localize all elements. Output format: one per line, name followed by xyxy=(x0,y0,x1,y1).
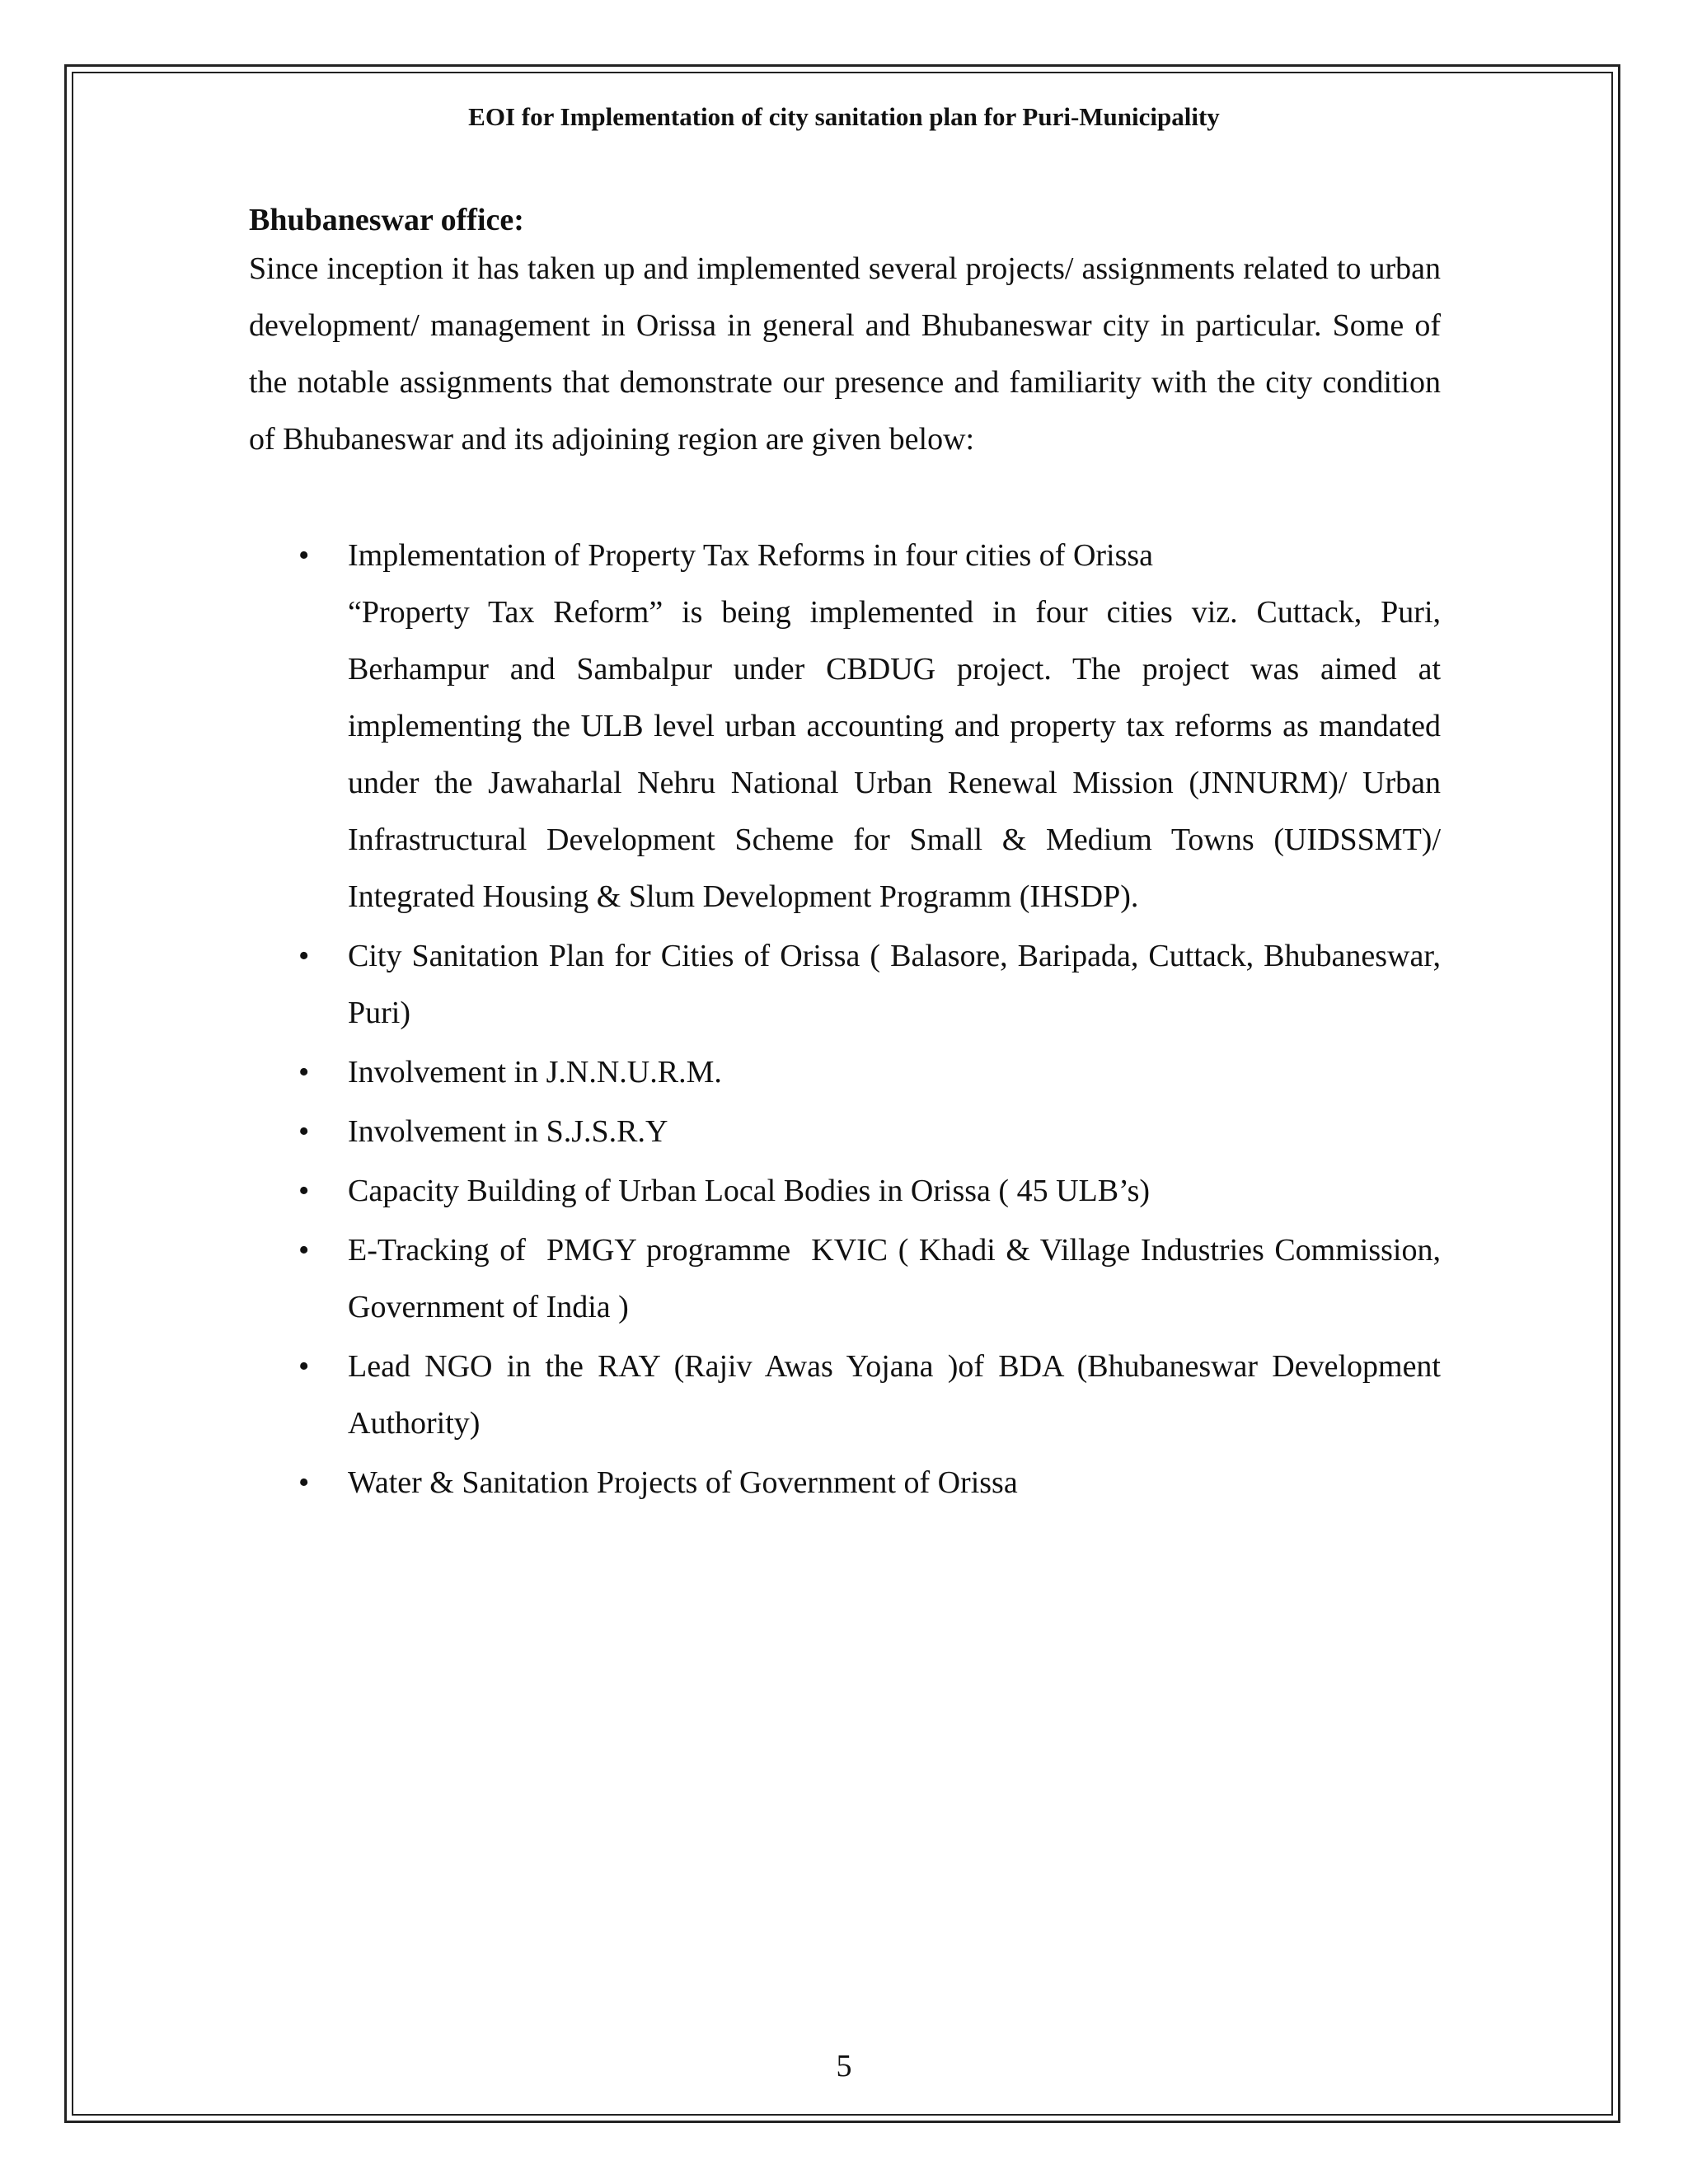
list-item xyxy=(249,1163,1441,1220)
list-item-title: City Sanitation Plan for Cities of Orissa ( Balasore, Baripada, Cuttack, Bhubaneswar, Puri) xyxy=(348,939,1441,1030)
list-item-title: Lead NGO in the RAY (Rajiv Awas Yojana )of BDA (Bhubaneswar Development Authority) xyxy=(348,1349,1441,1441)
list-item-title: Capacity Building of Urban Local Bodies in Orissa ( 45 ULB’s) xyxy=(348,1174,1151,1208)
list-item-title: • Implementation of Property Tax Reforms in four cities of Orissa xyxy=(348,538,1154,573)
list-item xyxy=(249,1044,1441,1101)
list-item xyxy=(249,1455,1441,1511)
list-item xyxy=(249,928,1441,1042)
list-item xyxy=(249,1338,1441,1452)
document-header: EOI for Implementation of city sanitation plan for Puri-Municipality xyxy=(468,102,1220,131)
list-item-title: E-Tracking of PMGY programme KVIC ( Khadi & Village Industries Commission, Government of India ) xyxy=(348,1233,1449,1324)
list-item-title: Involvement in J.N.N.U.R.M. xyxy=(348,1055,722,1090)
page-number: 5 xyxy=(836,2049,852,2083)
list-item xyxy=(249,1104,1441,1160)
assignment-list xyxy=(249,527,1449,1511)
list-item-title: Involvement in S.J.S.R.Y xyxy=(348,1114,668,1149)
list-item xyxy=(249,1222,1449,1336)
main-content xyxy=(249,199,1449,1514)
intro-paragraph: Since inception it has taken up and implemented several projects/ assignments related to urban development/ management in Orissa in general and Bhubaneswar city in particular. Some of the notable assignments that demonstrate our presence and familiarity with the city condition of Bhubaneswar and its adjoining region are given below: xyxy=(249,251,1441,457)
list-item-title: Water & Sanitation Projects of Government of Orissa xyxy=(348,1465,1018,1500)
list-item-detail: “Property Tax Reform” is being implemented in four cities viz. Cuttack, Puri, Berhampur and Sambalpur under CBDUG project. The project was aimed at implementing the ULB level urban accounting and property tax reforms as mandated under the Jawaharlal Nehru National Urban Renewal Mission (JNNURM)/ Urban Infrastructural Development Scheme for Small & Medium Towns (UIDSSMT)/ Integrated Housing & Slum Development Programm (IHSDP). xyxy=(348,595,1441,914)
section-heading: Bhubaneswar office: xyxy=(249,203,524,237)
list-item xyxy=(249,527,1441,926)
